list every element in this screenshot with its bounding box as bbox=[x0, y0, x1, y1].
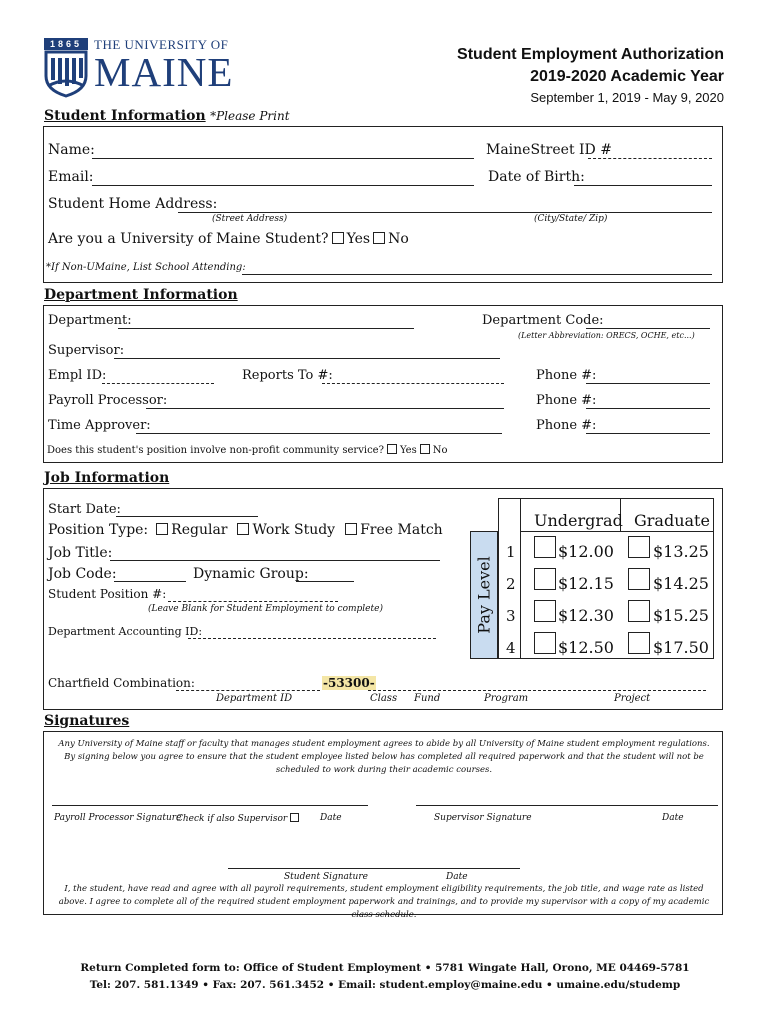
undergrad-rate-checkbox[interactable] bbox=[534, 600, 556, 622]
logo-line2: MAINE bbox=[94, 49, 234, 95]
accounting-field[interactable] bbox=[188, 638, 436, 639]
footer-contact: Tel: 207. 581.1349 • Fax: 207. 561.3452 • Email: student.employ@maine.edu • umaine.edu/studemp bbox=[89, 979, 681, 991]
nonprofit-no-label: No bbox=[432, 445, 448, 456]
dept-code-hint: (Letter Abbreviation: ORECS, OCHE, etc...) bbox=[518, 331, 695, 340]
payroll-signature-line[interactable] bbox=[52, 805, 368, 806]
logo-line1: THE UNIVERSITY OF bbox=[94, 37, 229, 52]
pay-table-col-line bbox=[520, 498, 521, 659]
phone-field-3[interactable] bbox=[586, 433, 710, 434]
graduate-rate-checkbox[interactable] bbox=[628, 568, 650, 590]
also-supervisor-label bbox=[176, 813, 302, 824]
address-field[interactable] bbox=[178, 212, 712, 213]
logo-year: 1865 bbox=[44, 38, 88, 50]
undergrad-rate: $12.00 bbox=[558, 542, 614, 561]
nonprofit-text: Does this student's position involve non-profit community service? bbox=[47, 445, 384, 456]
program-hint: Program bbox=[484, 693, 529, 704]
work-study-label: Work Study bbox=[252, 522, 336, 538]
also-supervisor-checkbox[interactable] bbox=[290, 813, 299, 822]
form-dates: September 1, 2019 - May 9, 2020 bbox=[530, 90, 724, 105]
start-date-label: Start Date: bbox=[48, 502, 121, 517]
graduate-rate-checkbox[interactable] bbox=[628, 600, 650, 622]
phone-label-1: Phone #: bbox=[536, 368, 597, 383]
umaine-question bbox=[48, 231, 409, 247]
supervisor-sig-label: Supervisor Signature bbox=[434, 813, 532, 823]
dept-code-label: Department Code: bbox=[482, 313, 604, 328]
chartfield-dept-field[interactable] bbox=[176, 690, 320, 691]
graduate-rate: $17.50 bbox=[653, 638, 709, 657]
umaine-yes-label: Yes bbox=[346, 231, 371, 247]
fund-hint: Fund bbox=[414, 693, 441, 704]
regular-checkbox[interactable] bbox=[156, 523, 168, 535]
dept-section-title: Department Information bbox=[44, 287, 238, 303]
phone-label-3: Phone #: bbox=[536, 418, 597, 433]
pay-level-number: 4 bbox=[506, 639, 516, 657]
job-code-field[interactable] bbox=[114, 581, 186, 582]
nonprofit-yes-label: Yes bbox=[399, 445, 417, 456]
job-title-field[interactable] bbox=[110, 560, 440, 561]
nonumaine-field[interactable] bbox=[242, 274, 712, 275]
umaine-no-label: No bbox=[388, 231, 409, 247]
payroll-sig-label: Payroll Processor Signature bbox=[54, 813, 182, 823]
signatures-intro: Any University of Maine staff or faculty that manages student employment agrees to abide by all University of Maine student employment regulations. By signing below you agree to ensure that the student employee listed below has completed all required paperwork and that the student will not be scheduled to work during their academic courses. bbox=[58, 739, 710, 775]
reports-to-label: Reports To #: bbox=[242, 368, 333, 383]
payroll-field[interactable] bbox=[146, 408, 504, 409]
department-label: Department: bbox=[48, 313, 132, 328]
nonprofit-no-checkbox[interactable] bbox=[420, 444, 430, 454]
pay-table-header-line bbox=[520, 531, 714, 532]
student-section-heading bbox=[44, 108, 290, 124]
student-sig-label: Student Signature bbox=[284, 872, 368, 882]
umaine-yes-checkbox[interactable] bbox=[332, 232, 344, 244]
empl-id-label: Empl ID: bbox=[48, 368, 107, 383]
reports-to-field[interactable] bbox=[322, 383, 504, 384]
pay-level-number: 3 bbox=[506, 607, 516, 625]
mainestreet-label: MaineStreet ID # bbox=[486, 142, 612, 158]
accounting-label: Department Accounting ID: bbox=[48, 625, 203, 638]
email-field[interactable] bbox=[92, 185, 474, 186]
dynamic-group-field[interactable] bbox=[296, 581, 354, 582]
empl-id-field[interactable] bbox=[102, 383, 214, 384]
work-study-checkbox[interactable] bbox=[237, 523, 249, 535]
position-type-row bbox=[48, 522, 443, 538]
umaine-question-text: Are you a University of Maine Student? bbox=[48, 231, 329, 247]
nonprofit-question bbox=[47, 444, 448, 456]
regular-label: Regular bbox=[171, 522, 228, 538]
street-hint: (Street Address) bbox=[212, 214, 288, 224]
student-date-label: Date bbox=[446, 872, 468, 882]
student-agreement: I, the student, have read and agree with all payroll requirements, student employment eligibility requirements, the job title, and wage rate as listed above. I agree to complete all of the required student employment paperwork and trainings, and to provide my supervisor with a copy of my academic class schedule. bbox=[58, 884, 710, 920]
undergrad-rate-checkbox[interactable] bbox=[534, 568, 556, 590]
dob-field[interactable] bbox=[574, 185, 712, 186]
mainestreet-field[interactable] bbox=[588, 158, 712, 159]
dob-label: Date of Birth: bbox=[488, 169, 585, 185]
payroll-date-label: Date bbox=[320, 813, 342, 823]
shield-icon bbox=[44, 50, 88, 98]
student-position-field[interactable] bbox=[168, 601, 338, 602]
form-subtitle: 2019-2020 Academic Year bbox=[530, 68, 724, 85]
supervisor-date-label: Date bbox=[662, 813, 684, 823]
graduate-header: Graduate bbox=[634, 511, 710, 530]
undergrad-rate-checkbox[interactable] bbox=[534, 632, 556, 654]
email-label: Email: bbox=[48, 169, 94, 185]
university-logo bbox=[44, 38, 249, 100]
free-match-checkbox[interactable] bbox=[345, 523, 357, 535]
dept-code-field[interactable] bbox=[586, 328, 710, 329]
job-title-label: Job Title: bbox=[48, 545, 113, 561]
pay-level-number: 1 bbox=[506, 543, 516, 561]
pay-level-number: 2 bbox=[506, 575, 516, 593]
student-position-label: Student Position #: bbox=[48, 587, 167, 601]
undergrad-rate-checkbox[interactable] bbox=[534, 536, 556, 558]
chartfield-label: Chartfield Combination: bbox=[48, 676, 195, 690]
graduate-rate: $14.25 bbox=[653, 574, 709, 593]
undergrad-rate: $12.15 bbox=[558, 574, 614, 593]
approver-label: Time Approver: bbox=[48, 418, 151, 433]
approver-field[interactable] bbox=[136, 433, 502, 434]
nonumaine-label: *If Non-UMaine, List School Attending: bbox=[46, 262, 246, 273]
graduate-rate: $13.25 bbox=[653, 542, 709, 561]
also-supervisor-text: Check if also Supervisor bbox=[176, 814, 288, 824]
chartfield-code: -53300- bbox=[323, 676, 375, 690]
undergrad-rate: $12.30 bbox=[558, 606, 614, 625]
name-field[interactable] bbox=[92, 158, 474, 159]
chartfield-rest-field[interactable] bbox=[368, 690, 706, 691]
form-title: Student Employment Authorization bbox=[457, 46, 724, 63]
job-code-label: Job Code: bbox=[48, 566, 117, 582]
phone-field-1[interactable] bbox=[586, 383, 710, 384]
supervisor-field[interactable] bbox=[114, 358, 500, 359]
dynamic-group-label: Dynamic Group: bbox=[193, 566, 309, 582]
phone-field-2[interactable] bbox=[586, 408, 710, 409]
dept-id-hint: Department ID bbox=[216, 693, 293, 704]
department-field[interactable] bbox=[118, 328, 414, 329]
position-type-label: Position Type: bbox=[48, 522, 149, 538]
graduate-rate: $15.25 bbox=[653, 606, 709, 625]
class-hint: Class bbox=[370, 693, 398, 704]
signatures-section-title: Signatures bbox=[44, 713, 130, 729]
free-match-label: Free Match bbox=[360, 522, 443, 538]
supervisor-label: Supervisor: bbox=[48, 343, 125, 358]
umaine-no-checkbox[interactable] bbox=[373, 232, 385, 244]
nonprofit-yes-checkbox[interactable] bbox=[387, 444, 397, 454]
graduate-rate-checkbox[interactable] bbox=[628, 536, 650, 558]
pay-level-label: Pay Level bbox=[474, 556, 494, 634]
supervisor-signature-line[interactable] bbox=[416, 805, 718, 806]
student-position-hint: (Leave Blank for Student Employment to complete) bbox=[148, 604, 383, 614]
undergrad-header: Undergrad bbox=[534, 511, 623, 530]
start-date-field[interactable] bbox=[116, 516, 258, 517]
address-label: Student Home Address: bbox=[48, 196, 218, 212]
footer-address: Return Completed form to: Office of Student Employment • 5781 Wingate Hall, Orono, ME 04469-5781 bbox=[80, 962, 690, 974]
payroll-label: Payroll Processor: bbox=[48, 393, 168, 408]
graduate-rate-checkbox[interactable] bbox=[628, 632, 650, 654]
undergrad-rate: $12.50 bbox=[558, 638, 614, 657]
phone-label-2: Phone #: bbox=[536, 393, 597, 408]
name-label: Name: bbox=[48, 142, 95, 158]
print-note: *Please Print bbox=[210, 109, 290, 123]
project-hint: Project bbox=[614, 693, 651, 704]
student-section-title: Student Information bbox=[44, 108, 206, 124]
student-signature-line[interactable] bbox=[228, 868, 520, 869]
job-section-title: Job Information bbox=[44, 470, 170, 486]
city-hint: (City/State/ Zip) bbox=[534, 214, 608, 224]
